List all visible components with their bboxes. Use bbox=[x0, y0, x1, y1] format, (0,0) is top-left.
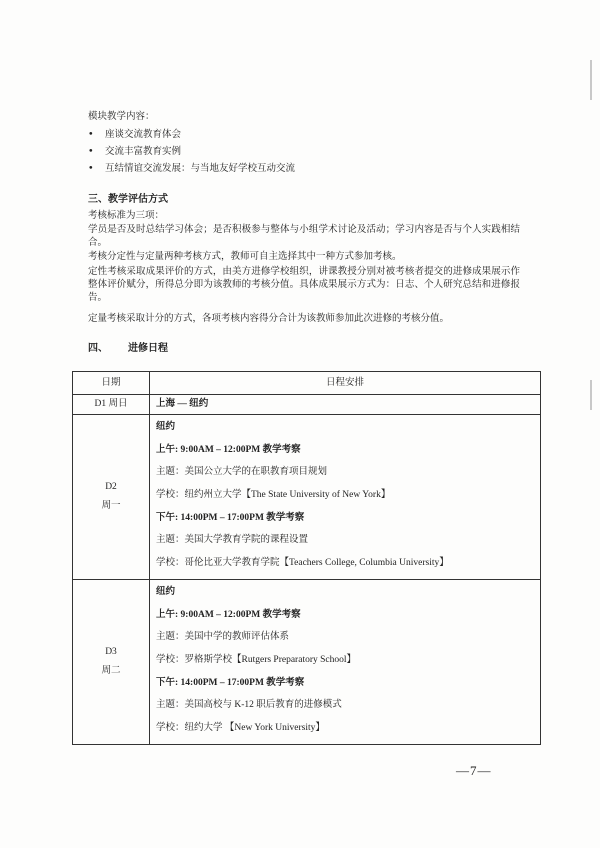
section-3-paragraph-2: 学员是否及时总结学习体会；是否积极参与整体与小组学术讨论及活动；学习内容是否与个人实践相结合。 bbox=[88, 224, 520, 248]
scan-edge-mark bbox=[590, 380, 592, 410]
weekday-label: 周一 bbox=[101, 500, 121, 511]
topic-line: 主题：美国公立大学的在职教育项目规划 bbox=[156, 467, 328, 478]
module-content-list bbox=[88, 129, 508, 180]
city-line: 纽约 bbox=[156, 422, 176, 432]
section-4-title: 进修日程 bbox=[128, 343, 168, 354]
bullet-icon: • bbox=[88, 146, 94, 157]
school-line: 学校：纽约州立大学【The State University of New York】 bbox=[156, 490, 391, 501]
list-item: • 互结情谊交流发展：与当地友好学校互动交流 bbox=[88, 163, 296, 174]
section-3-paragraph-1: 考核标准为三项： bbox=[88, 210, 165, 221]
bullet-icon: • bbox=[88, 163, 94, 174]
date-header: 日期 bbox=[73, 372, 150, 395]
section-4-number: 四、 bbox=[88, 343, 108, 354]
topic-line: 主题：美国大学教育学院的课程设置 bbox=[156, 535, 309, 546]
arrangement-cell: 上海 — 纽约 bbox=[150, 395, 541, 415]
day-cell bbox=[73, 415, 150, 580]
section-3-heading: 三、教学评估方式 bbox=[88, 194, 168, 205]
section-3-paragraph-4: 定性考核采取成果评价的方式，由美方进修学校组织，讲课教授分别对被考核者提交的进修成果展示作整体评价赋分，所得总分即为该教师的考核分值。具体成果展示方式为：日志、个人研究总结和进修报告。 bbox=[88, 266, 520, 303]
day-label: D2 bbox=[105, 482, 117, 493]
scan-edge-mark bbox=[590, 60, 592, 100]
school-line: 学校：罗格斯学校【Rutgers Preparatory School】 bbox=[156, 654, 357, 665]
session-line: 上午: 9:00AM – 12:00PM 教学考察 bbox=[156, 609, 301, 620]
table-row bbox=[73, 395, 541, 415]
list-item: • 座谈交流教育体会 bbox=[88, 129, 182, 140]
session-line: 上午: 9:00AM – 12:00PM 教学考察 bbox=[156, 444, 301, 455]
topic-line: 主题：美国高校与 K-12 职后教育的进修模式 bbox=[156, 700, 342, 711]
city-line: 纽约 bbox=[156, 586, 176, 597]
section-3-paragraph-3: 考核分定性与定量两种考核方式，教师可自主选择其中一种方式参加考核。 bbox=[88, 251, 402, 262]
session-line: 下午: 14:00PM – 17:00PM 教学考察 bbox=[156, 677, 305, 688]
session-line: 下午: 14:00PM – 17:00PM 教学考察 bbox=[156, 512, 305, 523]
bullet-icon: • bbox=[88, 129, 94, 140]
arrangement-header: 日程安排 bbox=[150, 372, 541, 395]
arrangement-cell bbox=[150, 579, 541, 744]
weekday-label: 周二 bbox=[101, 665, 121, 676]
table-row bbox=[73, 415, 541, 580]
schedule-table bbox=[72, 371, 541, 745]
table-header-row bbox=[73, 372, 541, 395]
day-cell bbox=[73, 579, 150, 744]
school-line: 学校：纽约大学 【New York University】 bbox=[156, 723, 325, 734]
list-item: • 交流丰富教育实例 bbox=[88, 146, 182, 157]
arrangement-cell bbox=[150, 415, 541, 580]
module-content-heading: 模块教学内容： bbox=[88, 111, 155, 122]
day-cell: D1 周日 bbox=[73, 395, 150, 415]
day-label: D3 bbox=[105, 647, 117, 658]
school-line: 学校：哥伦比亚大学教育学院【Teachers College, Columbia University】 bbox=[156, 558, 449, 569]
table-row bbox=[73, 579, 541, 744]
section-3-paragraph-5: 定量考核采取计分的方式，各项考核内容得分合计为该教师参加此次进修的考核分值。 bbox=[88, 313, 450, 324]
page-number: —7— bbox=[456, 763, 492, 778]
topic-line: 主题：美国中学的教师评估体系 bbox=[156, 632, 290, 643]
